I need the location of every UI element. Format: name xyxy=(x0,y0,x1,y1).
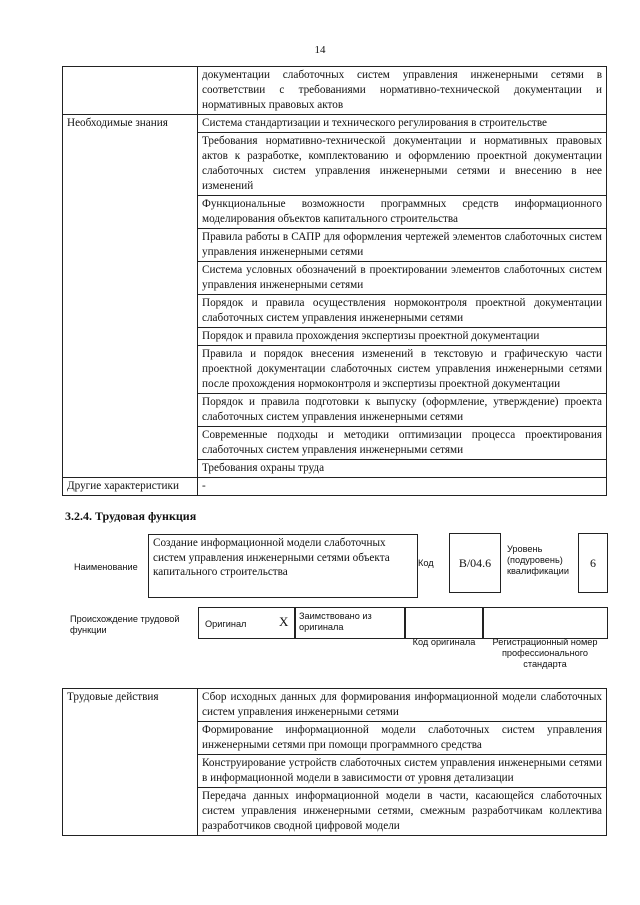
level-label: Уровень (подуровень) квалификации xyxy=(507,544,569,576)
table-row xyxy=(63,115,607,133)
table-label-cell: Необходимые знания xyxy=(63,115,198,478)
table-cell: - xyxy=(198,478,607,496)
table-cell: Требования охраны труда xyxy=(198,460,607,478)
reg-number-box xyxy=(482,607,608,639)
table-label-cell: Трудовые действия xyxy=(63,689,198,836)
table-cell: Функциональные возможности программных средств информационного моделирования объектов капитального строительства xyxy=(198,196,607,229)
table-label-cell xyxy=(63,67,198,115)
table-cell: Система условных обозначений в проектировании элементов слаботочных систем управления инженерными сетями xyxy=(198,262,607,295)
page-number: 14 xyxy=(314,44,326,56)
function-name: Создание информационной модели слаботочных систем управления инженерными сетями объекта капитального строительства xyxy=(153,537,390,578)
table-label-cell: Другие характеристики xyxy=(63,478,198,496)
table-cell: Современные подходы и методики оптимизации процесса проектирования слаботочных систем управления инженерными сетями xyxy=(198,427,607,460)
table-cell: Порядок и правила осуществления нормоконтроля проектной документации слаботочных систем управления инженерными сетями xyxy=(198,295,607,328)
code-box xyxy=(449,533,501,593)
section-heading: 3.2.4. Трудовая функция xyxy=(65,509,197,523)
origin-label: Происхождение трудовой функции xyxy=(70,614,180,635)
table-row xyxy=(63,67,607,115)
table-row xyxy=(63,689,607,722)
table-cell: Сбор исходных данных для формирования информационной модели слаботочных систем управления инженерными сетями xyxy=(198,689,607,722)
original-mark: X xyxy=(279,614,289,629)
table-cell: Передача данных информационной модели в части, касающейся слаботочных систем управления инженерными сетями, смежным разработчикам коллектива разработчиков сводной цифровой модели xyxy=(198,788,607,836)
table-cell: Правила работы в САПР для оформления чертежей элементов слаботочных систем управления инженерными сетями xyxy=(198,229,607,262)
code-label: Код xyxy=(418,558,434,568)
table-cell: Система стандартизации и технического регулирования в строительстве xyxy=(198,115,607,133)
original-label: Оригинал xyxy=(205,619,247,629)
labor-actions-table xyxy=(62,688,607,836)
table-cell: Формирование информационной модели слаботочных систем управления инженерными сетями при помощи программного средства xyxy=(198,722,607,755)
level-value: 6 xyxy=(590,556,596,570)
reg-number-label: Регистрационный номер профессионального стандарта xyxy=(492,637,598,669)
name-label: Наименование xyxy=(74,562,138,572)
table-cell: Требования нормативно-технической документации и нормативных правовых актов к разработке, комплектованию и оформлению проектной документации слаботочных систем управления инженерными сетями и внесению в нее изменений xyxy=(198,133,607,196)
table-cell: Порядок и правила подготовки к выпуску (оформление, утверждение) проекта слаботочных систем управления инженерными сетями xyxy=(198,394,607,427)
code-original-box xyxy=(404,607,484,639)
table-cell: Порядок и правила прохождения экспертизы проектной документации xyxy=(198,328,607,346)
code-value: B/04.6 xyxy=(458,556,492,570)
table-cell: документации слаботочных систем управления инженерными сетями в соответствии с требованиями нормативно-технической документации и нормативных правовых актов xyxy=(198,67,607,115)
code-original-label: Код оригинала xyxy=(412,637,476,647)
level-box xyxy=(578,533,608,593)
knowledge-table xyxy=(62,66,607,496)
table-cell: Правила и порядок внесения изменений в текстовую и графическую части проектной документации слаботочных систем управления инженерными сетями после прохождения нормоконтроля и экспертизы проектной документации xyxy=(198,346,607,394)
borrowed-label: Заимствовано из оригинала xyxy=(299,611,372,632)
table-cell: Конструирование устройств слаботочных систем управления инженерными сетями в информационной модели в зависимости от уровня детализации xyxy=(198,755,607,788)
function-name-box xyxy=(148,534,418,598)
table-row xyxy=(63,478,607,496)
